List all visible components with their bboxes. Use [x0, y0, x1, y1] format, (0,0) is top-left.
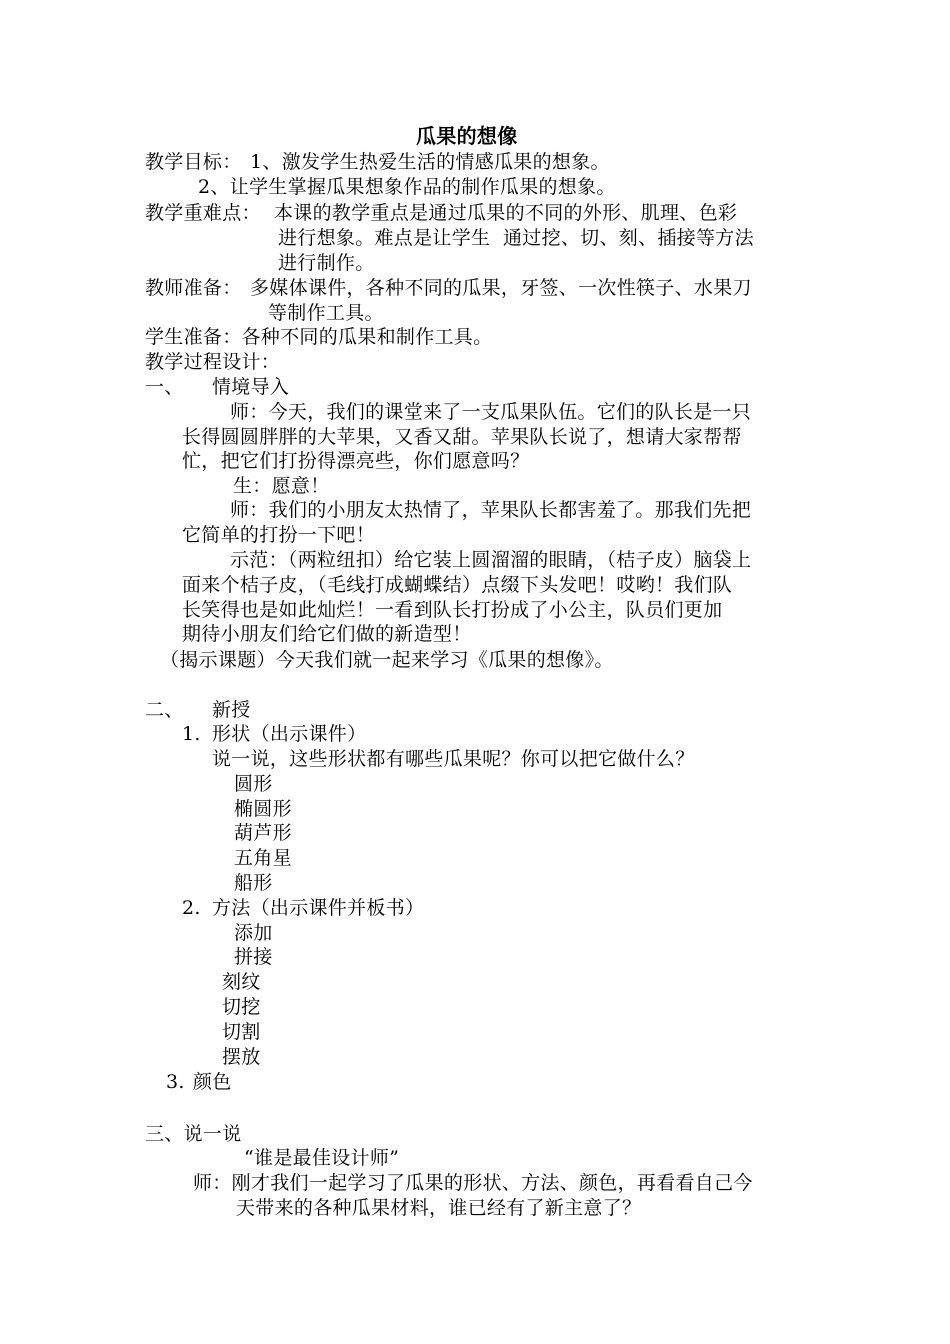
- s1-p5: （揭示课题）今天我们就一起来学习《瓜果的想像》。: [160, 649, 614, 671]
- s1-p3-line-1: 师：我们的小朋友太热情了，苹果队长都害羞了。那我们先把: [230, 499, 752, 521]
- section-1-number: 一、: [145, 376, 184, 398]
- student-prep: 学生准备：各种不同的瓜果和制作工具。: [145, 326, 493, 348]
- shape-item: 葫芦形: [234, 822, 292, 844]
- s2-item-1-number: 1.: [182, 723, 201, 745]
- section-2-number: 二、: [145, 699, 184, 721]
- teacher-prep-label: 教师准备：: [145, 277, 242, 299]
- shape-item: 船形: [234, 872, 273, 894]
- section-3-quote: “谁是最佳设计师”: [244, 1147, 400, 1169]
- s2-item-1-question: 说一说，这些形状都有哪些瓜果呢？你可以把它做什么？: [212, 748, 695, 770]
- method-item: 切割: [222, 1021, 261, 1043]
- key-points-line-3: 进行制作。: [278, 252, 375, 274]
- s2-item-1-title: 形状（出示课件）: [212, 723, 367, 745]
- s1-p4-line-2: 面来个桔子皮，（毛线打成蝴蝶结）点缀下头发吧！哎哟！我们队: [182, 574, 733, 596]
- section-2-title: 新授: [212, 699, 251, 721]
- teacher-prep-line-2: 等制作工具。: [268, 302, 384, 324]
- s1-p2: 生：愿意！: [233, 475, 330, 497]
- objectives-label: 教学目标：: [145, 151, 242, 173]
- s3-line-1: 师：刚才我们一起学习了瓜果的形状、方法、颜色，再看看自己今: [193, 1172, 753, 1194]
- s2-item-3-number: 3.: [166, 1071, 185, 1093]
- s3-line-2: 天带来的各种瓜果材料，谁已经有了新主意了？: [236, 1197, 642, 1219]
- s2-item-2-title: 方法（出示课件并板书）: [212, 897, 425, 919]
- method-item: 添加: [234, 922, 273, 944]
- objective-2: 2、让学生掌握瓜果想象作品的制作瓜果的想象。: [198, 176, 616, 198]
- objective-1: 1、激发学生热爱生活的情感瓜果的想象。: [250, 151, 610, 173]
- teacher-prep-line-1: 多媒体课件，各种不同的瓜果，牙签、一次性筷子、水果刀: [250, 277, 752, 299]
- shape-item: 圆形: [234, 773, 273, 795]
- s1-p4-line-4: 期待小朋友们给它们做的新造型！: [182, 623, 472, 645]
- s1-p1-line-2: 长得圆圆胖胖的大苹果，又香又甜。苹果队长说了，想请大家帮帮: [182, 426, 742, 448]
- method-item: 拼接: [234, 946, 273, 968]
- section-1-title: 情境导入: [212, 376, 290, 398]
- key-points-label: 教学重难点：: [145, 202, 261, 224]
- method-item: 切挖: [222, 996, 261, 1018]
- shape-item: 椭圆形: [234, 798, 292, 820]
- s1-p1-line-1: 师：今天，我们的课堂来了一支瓜果队伍。它们的队长是一只: [230, 401, 752, 423]
- s1-p4-line-3: 长笑得也是如此灿烂！一看到队长打扮成了小公主，队员们更加: [182, 599, 723, 621]
- page-title: 瓜果的想像: [416, 124, 518, 148]
- method-item: 摆放: [222, 1046, 261, 1068]
- method-item: 刻纹: [222, 971, 261, 993]
- s1-p3-line-2: 它简单的打扮一下吧！: [182, 524, 376, 546]
- process-heading: 教学过程设计：: [145, 351, 281, 373]
- s1-p4-line-1: 示范：（两粒纽扣）给它装上圆溜溜的眼睛，（桔子皮）脑袋上: [230, 549, 752, 571]
- s2-item-2-number: 2.: [182, 897, 201, 919]
- s1-p1-line-3: 忙，把它们打扮得漂亮些，你们愿意吗？: [182, 450, 530, 472]
- s2-item-3-title: 颜色: [193, 1071, 232, 1093]
- key-points-line-2: 进行想象。难点是让学生 通过挖、切、刻、插接等方法: [278, 227, 754, 249]
- section-3-heading: 三、说一说: [145, 1123, 242, 1145]
- key-points-line-1: 本课的教学重点是通过瓜果的不同的外形、肌理、色彩: [274, 202, 738, 224]
- shape-item: 五角星: [234, 847, 292, 869]
